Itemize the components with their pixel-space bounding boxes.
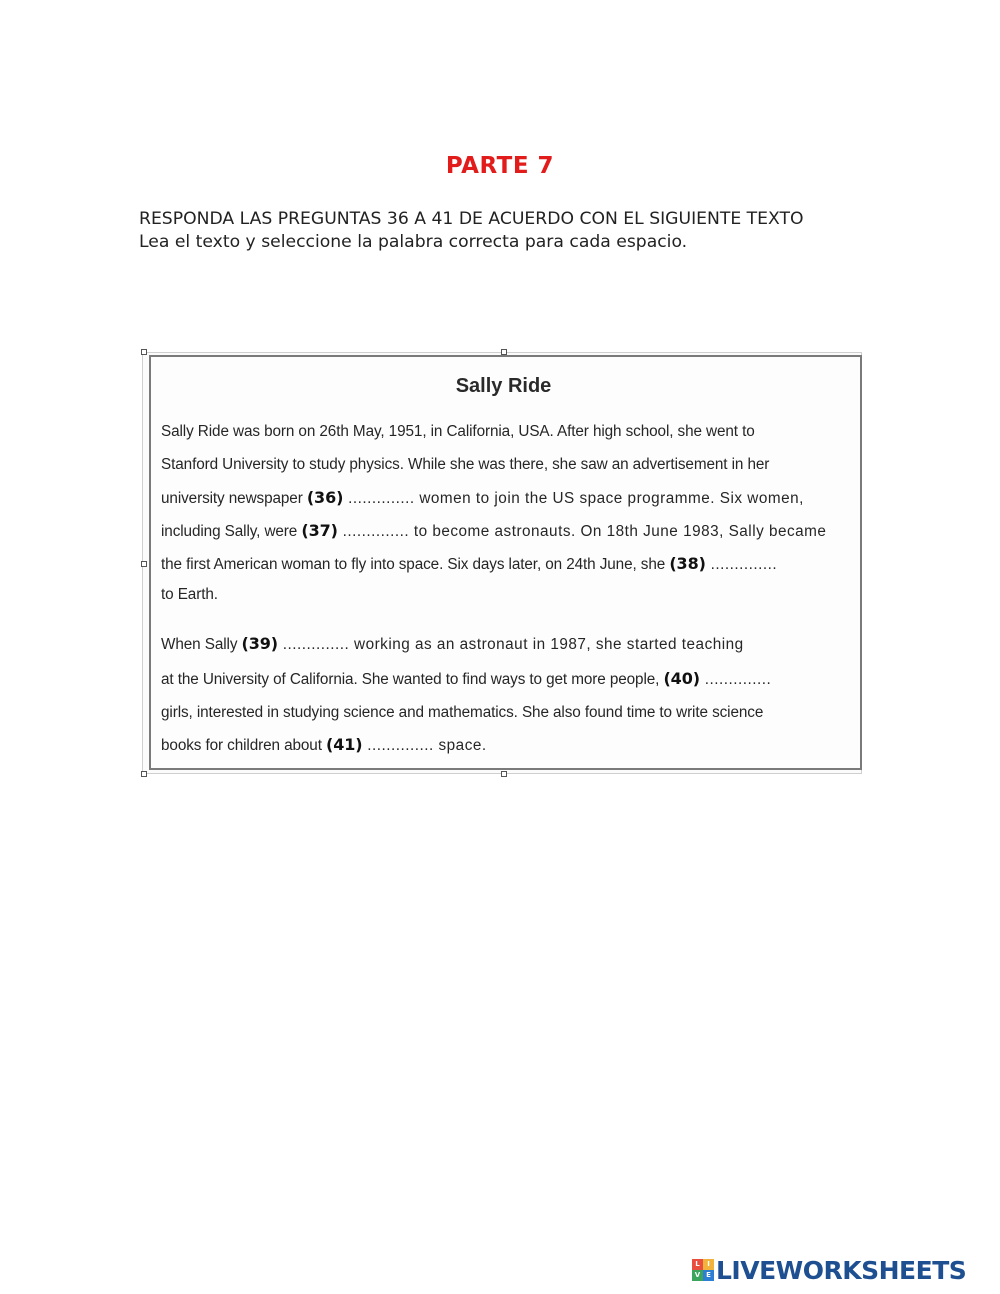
resize-handle-bottom-left <box>141 771 147 777</box>
gap-number-38: (38) <box>669 554 706 573</box>
passage-line-3 <box>161 488 804 508</box>
gap-blank-39: .............. working as an astronaut in 1987, she started teaching <box>278 636 744 653</box>
logo-mark-letter: I <box>703 1259 714 1270</box>
passage-line-5 <box>161 554 777 574</box>
passage-text: at the University of California. She wanted to find ways to get more people, <box>161 671 664 688</box>
instructions <box>139 208 879 254</box>
resize-handle-top-center <box>501 349 507 355</box>
gap-blank-36: .............. women to join the US space programme. Six women, <box>343 490 804 507</box>
passage-line-8 <box>161 669 771 689</box>
logo-text: LIVEWORKSHEETS <box>716 1255 967 1285</box>
instructions-line-2: Lea el texto y seleccione la palabra correcta para cada espacio. <box>139 232 688 252</box>
gap-blank-40: .............. <box>699 671 772 688</box>
gap-number-40: (40) <box>663 669 700 688</box>
page-title: PARTE 7 <box>445 153 555 179</box>
gap-blank-37: .............. to become astronauts. On 18th June 1983, Sally became <box>337 523 827 540</box>
gap-number-39: (39) <box>241 634 279 653</box>
resize-handle-top-left <box>141 349 147 355</box>
logo-mark-letter: E <box>703 1270 714 1281</box>
passage-line-9: girls, interested in studying science and mathematics. She also found time to write science <box>161 704 764 721</box>
resize-handle-middle-left <box>141 561 147 567</box>
passage-text: books for children about <box>161 737 327 754</box>
instructions-line-1: RESPONDA LAS PREGUNTAS 36 A 41 DE ACUERDO CON EL SIGUIENTE TEXTO <box>139 209 804 229</box>
gap-blank-41: .............. space. <box>362 737 487 754</box>
passage-text: including Sally, were <box>161 523 302 540</box>
passage-line-10 <box>161 735 487 755</box>
gap-blank-38: .............. <box>705 556 778 573</box>
logo-mark-icon <box>692 1259 714 1281</box>
resize-handle-bottom-center <box>501 771 507 777</box>
liveworksheets-logo <box>692 1257 966 1283</box>
logo-mark-letter: L <box>692 1259 703 1270</box>
passage-line-1: Sally Ride was born on 26th May, 1951, in California, USA. After high school, she went to <box>161 423 755 440</box>
gap-number-41: (41) <box>326 735 363 754</box>
passage-text: university newspaper <box>161 490 307 507</box>
gap-number-37: (37) <box>301 521 338 540</box>
passage-line-6: to Earth. <box>161 586 218 603</box>
passage-text: the first American woman to fly into space. Six days later, on 24th June, she <box>161 556 670 573</box>
passage-text: When Sally <box>161 636 242 653</box>
passage-title: Sally Ride <box>455 375 552 397</box>
gap-number-36: (36) <box>306 488 344 507</box>
logo-mark-letter: V <box>692 1270 703 1281</box>
passage-line-2: Stanford University to study physics. While she was there, she saw an advertisement in her <box>161 456 770 473</box>
passage-line-7 <box>161 634 744 654</box>
passage-line-4 <box>161 521 826 541</box>
